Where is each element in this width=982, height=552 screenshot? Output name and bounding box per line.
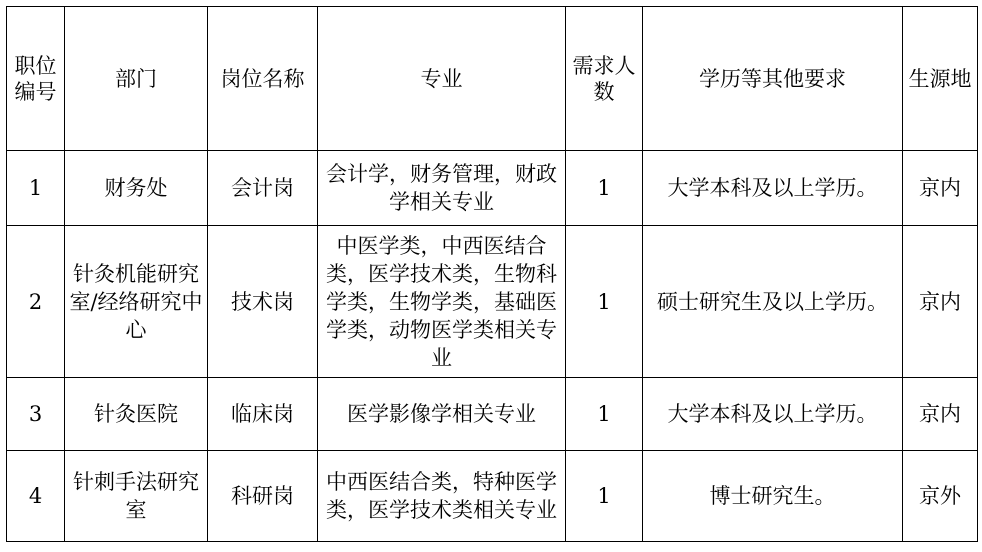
cell-department: 针刺手法研究室 bbox=[65, 451, 208, 542]
cell-student-origin: 京内 bbox=[903, 226, 978, 378]
header-department: 部门 bbox=[65, 7, 208, 151]
cell-major: 中西医结合类，特种医学类，医学技术类相关专业 bbox=[318, 451, 566, 542]
table-row bbox=[7, 151, 978, 226]
cell-headcount: 1 bbox=[566, 151, 643, 226]
header-student-origin: 生源地 bbox=[903, 7, 978, 151]
cell-student-origin: 京外 bbox=[903, 451, 978, 542]
header-headcount: 需求人数 bbox=[566, 7, 643, 151]
cell-education-requirements: 大学本科及以上学历。 bbox=[643, 151, 903, 226]
cell-position-number: 4 bbox=[7, 451, 65, 542]
cell-department: 针灸机能研究室/经络研究中心 bbox=[65, 226, 208, 378]
cell-position-number: 1 bbox=[7, 151, 65, 226]
table-row bbox=[7, 226, 978, 378]
header-major: 专业 bbox=[318, 7, 566, 151]
cell-headcount: 1 bbox=[566, 226, 643, 378]
cell-student-origin: 京内 bbox=[903, 378, 978, 451]
header-position-number: 职位编号 bbox=[7, 7, 65, 151]
cell-post-name: 临床岗 bbox=[208, 378, 318, 451]
cell-headcount: 1 bbox=[566, 451, 643, 542]
job-positions-table bbox=[6, 6, 978, 542]
table-header-row bbox=[7, 7, 978, 151]
cell-headcount: 1 bbox=[566, 378, 643, 451]
cell-student-origin: 京内 bbox=[903, 151, 978, 226]
table-row bbox=[7, 451, 978, 542]
header-education-requirements: 学历等其他要求 bbox=[643, 7, 903, 151]
table-row bbox=[7, 378, 978, 451]
cell-post-name: 科研岗 bbox=[208, 451, 318, 542]
cell-education-requirements: 大学本科及以上学历。 bbox=[643, 378, 903, 451]
cell-major: 医学影像学相关专业 bbox=[318, 378, 566, 451]
cell-post-name: 技术岗 bbox=[208, 226, 318, 378]
cell-education-requirements: 博士研究生。 bbox=[643, 451, 903, 542]
cell-position-number: 3 bbox=[7, 378, 65, 451]
cell-major: 中医学类，中西医结合类，医学技术类，生物科学类，生物学类，基础医学类，动物医学类相关专业 bbox=[318, 226, 566, 378]
cell-department: 针灸医院 bbox=[65, 378, 208, 451]
cell-major: 会计学，财务管理，财政学相关专业 bbox=[318, 151, 566, 226]
cell-education-requirements: 硕士研究生及以上学历。 bbox=[643, 226, 903, 378]
cell-position-number: 2 bbox=[7, 226, 65, 378]
cell-post-name: 会计岗 bbox=[208, 151, 318, 226]
header-post-name: 岗位名称 bbox=[208, 7, 318, 151]
cell-department: 财务处 bbox=[65, 151, 208, 226]
